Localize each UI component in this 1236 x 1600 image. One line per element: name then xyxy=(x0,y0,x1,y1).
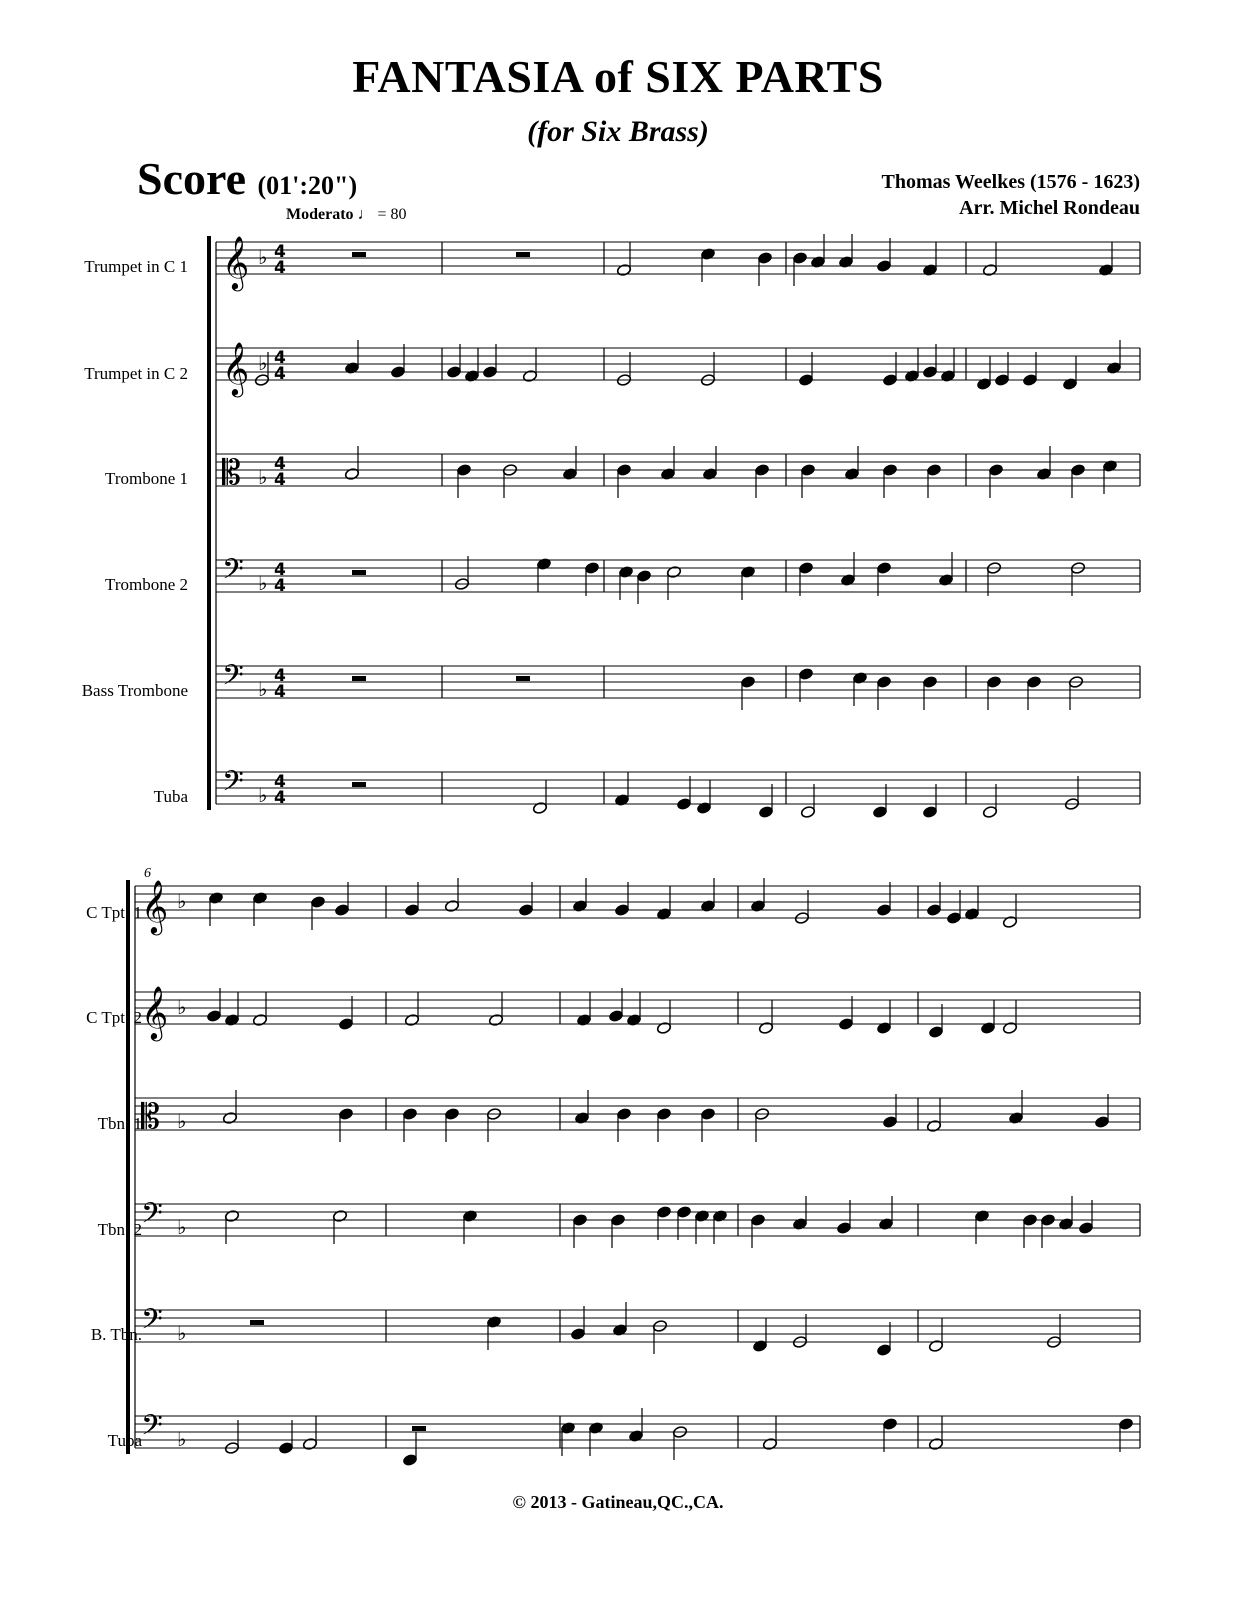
note-head xyxy=(626,1013,641,1026)
note-head xyxy=(928,1437,943,1450)
note-head xyxy=(402,1453,417,1466)
note-head xyxy=(798,373,813,386)
note-head xyxy=(462,1209,477,1222)
note-head xyxy=(922,365,937,378)
note-head xyxy=(562,467,577,480)
note-head xyxy=(904,369,919,382)
note-head xyxy=(522,369,537,382)
note-head xyxy=(876,903,891,916)
note-head xyxy=(810,255,825,268)
note-head xyxy=(616,463,631,476)
treble-clef-icon: 𝄞 xyxy=(141,985,169,1039)
quarter-note-icon: ♩ xyxy=(357,206,374,223)
treble-clef-icon: 𝄞 xyxy=(222,341,250,395)
note-head xyxy=(740,675,755,688)
note-head xyxy=(334,903,349,916)
flat-icon: ♭ xyxy=(177,1109,187,1133)
instrument-label: C Tpt. 1 xyxy=(86,903,142,922)
note-head xyxy=(982,263,997,276)
note-head xyxy=(404,1013,419,1026)
note-head xyxy=(1036,467,1051,480)
note-head xyxy=(656,907,671,920)
note-head xyxy=(536,557,551,570)
note-head xyxy=(928,1025,943,1038)
instrument-label: Trombone 2 xyxy=(105,575,188,594)
measure-number: 6 xyxy=(144,866,151,881)
note-head xyxy=(1102,459,1117,472)
tempo-value: = 80 xyxy=(377,206,407,223)
note-head xyxy=(1058,1217,1073,1230)
note-head xyxy=(844,467,859,480)
note-head xyxy=(628,1429,643,1442)
note-head xyxy=(614,793,629,806)
note-head xyxy=(876,1343,891,1356)
note-head xyxy=(570,1327,585,1340)
note-head xyxy=(876,259,891,272)
whole-rest xyxy=(352,252,366,257)
time-signature: 4 xyxy=(274,772,286,792)
flat-icon: ♭ xyxy=(177,1321,187,1345)
note-head xyxy=(252,891,267,904)
instrument-label: Trombone 1 xyxy=(105,469,188,488)
whole-rest xyxy=(516,252,530,257)
note-head xyxy=(656,1205,671,1218)
treble-clef-icon: 𝄞 xyxy=(222,235,250,289)
bass-clef-icon: 𝄢 xyxy=(222,553,244,593)
flat-icon: ♭ xyxy=(258,677,268,701)
note-head xyxy=(208,891,223,904)
note-head xyxy=(946,911,961,924)
note-head xyxy=(762,1437,777,1450)
instrument-label: Tbn. 2 xyxy=(97,1220,142,1239)
note-head xyxy=(940,369,955,382)
note-head xyxy=(712,1209,727,1222)
note-head xyxy=(338,1107,353,1120)
flat-icon: ♭ xyxy=(258,351,268,375)
note-head xyxy=(1062,377,1077,390)
note-head xyxy=(572,899,587,912)
instrument-label: Trumpet in C 1 xyxy=(84,257,188,276)
note-head xyxy=(616,1107,631,1120)
note-head xyxy=(922,805,937,818)
instrument-label: Tbn. 1 xyxy=(97,1114,142,1133)
note-head xyxy=(974,1209,989,1222)
instrument-label: C Tpt. 2 xyxy=(86,1008,142,1027)
note-head xyxy=(1118,1417,1133,1430)
note-head xyxy=(700,247,715,260)
copyright: © 2013 - Gatineau,QC.,CA. xyxy=(512,1492,724,1512)
note-head xyxy=(1008,1111,1023,1124)
note-head xyxy=(702,467,717,480)
note-head xyxy=(608,1009,623,1022)
instrument-label: Tuba xyxy=(107,1431,142,1450)
time-signature: 4 xyxy=(274,560,286,580)
note-head xyxy=(660,467,675,480)
note-head xyxy=(792,1217,807,1230)
note-head xyxy=(882,1417,897,1430)
note-head xyxy=(612,1323,627,1336)
time-signature: 4 xyxy=(274,348,286,368)
note-head xyxy=(656,1107,671,1120)
note-head xyxy=(922,675,937,688)
time-signature: 4 xyxy=(274,364,286,384)
note-head xyxy=(757,251,772,264)
note-head xyxy=(838,255,853,268)
note-head xyxy=(982,805,997,818)
bass-clef-icon: 𝄢 xyxy=(141,1409,163,1449)
note-head xyxy=(876,675,891,688)
note-head xyxy=(1106,361,1121,374)
note-head xyxy=(758,805,773,818)
instrument-label: B. Tbn. xyxy=(90,1325,142,1344)
note-head xyxy=(792,251,807,264)
note-head xyxy=(838,1017,853,1030)
note-head xyxy=(446,365,461,378)
bass-clef-icon: 𝄢 xyxy=(141,1303,163,1343)
note-head xyxy=(926,903,941,916)
time-signature: 4 xyxy=(274,470,286,490)
note-head xyxy=(1078,1221,1093,1234)
time-signature: 4 xyxy=(274,454,286,474)
note-head xyxy=(1002,915,1017,928)
note-head xyxy=(344,467,359,480)
note-head xyxy=(344,361,359,374)
note-head xyxy=(614,903,629,916)
bass-clef-icon: 𝄢 xyxy=(141,1197,163,1237)
note-head xyxy=(666,565,681,578)
note-head xyxy=(696,801,711,814)
note-head xyxy=(636,569,651,582)
note-head xyxy=(980,1021,995,1034)
note-head xyxy=(878,1217,893,1230)
time-signature: 4 xyxy=(274,788,286,808)
note-head xyxy=(332,1209,347,1222)
note-head xyxy=(1026,675,1041,688)
note-head xyxy=(278,1441,293,1454)
composer: Thomas Weelkes (1576 - 1623) xyxy=(881,171,1140,193)
note-head xyxy=(588,1421,603,1434)
note-head xyxy=(758,1021,773,1034)
whole-rest xyxy=(352,782,366,787)
note-head xyxy=(752,1339,767,1352)
note-head xyxy=(402,1107,417,1120)
note-head xyxy=(532,801,547,814)
note-head xyxy=(1040,1213,1055,1226)
note-head xyxy=(488,1013,503,1026)
note-head xyxy=(694,1209,709,1222)
note-head xyxy=(840,573,855,586)
note-head xyxy=(1070,463,1085,476)
bass-clef-icon: 𝄢 xyxy=(222,659,244,699)
note-head xyxy=(976,377,991,390)
note-head xyxy=(926,463,941,476)
score-subtitle: (for Six Brass) xyxy=(527,115,709,148)
time-signature: 4 xyxy=(274,666,286,686)
note-head xyxy=(836,1221,851,1234)
note-head xyxy=(876,561,891,574)
note-head xyxy=(338,1017,353,1030)
flat-icon: ♭ xyxy=(258,571,268,595)
bass-clef-icon: 𝄢 xyxy=(222,765,244,805)
flat-icon: ♭ xyxy=(177,995,187,1019)
flat-icon: ♭ xyxy=(177,1427,187,1451)
note-head xyxy=(798,561,813,574)
note-head xyxy=(800,463,815,476)
note-head xyxy=(852,671,867,684)
note-head xyxy=(876,1021,891,1034)
note-head xyxy=(206,1009,221,1022)
note-head xyxy=(676,797,691,810)
note-head xyxy=(988,463,1003,476)
whole-rest xyxy=(412,1426,426,1431)
note-head xyxy=(444,899,459,912)
whole-rest xyxy=(250,1320,264,1325)
note-head xyxy=(882,463,897,476)
note-head xyxy=(404,903,419,916)
tempo-text: Moderato xyxy=(286,206,354,223)
note-head xyxy=(464,369,479,382)
note-head xyxy=(656,1021,671,1034)
flat-icon: ♭ xyxy=(258,465,268,489)
note-head xyxy=(740,565,755,578)
note-head xyxy=(616,263,631,276)
note-head xyxy=(986,675,1001,688)
note-head xyxy=(224,1209,239,1222)
note-head xyxy=(750,899,765,912)
score-word: Score xyxy=(137,153,247,204)
flat-icon: ♭ xyxy=(258,783,268,807)
note-head xyxy=(390,365,405,378)
note-head xyxy=(576,1013,591,1026)
note-head xyxy=(1094,1115,1109,1128)
note-head xyxy=(610,1213,625,1226)
note-head xyxy=(518,903,533,916)
flat-icon: ♭ xyxy=(258,245,268,269)
note-head xyxy=(994,373,1009,386)
note-head xyxy=(872,805,887,818)
note-head xyxy=(1098,263,1113,276)
note-head xyxy=(444,1107,459,1120)
time-signature: 4 xyxy=(274,258,286,278)
note-head xyxy=(584,561,599,574)
alto-clef-icon: 𝄡 xyxy=(222,453,241,493)
note-head xyxy=(676,1205,691,1218)
note-head xyxy=(482,365,497,378)
arranger: Arr. Michel Rondeau xyxy=(959,197,1140,219)
note-head xyxy=(882,1115,897,1128)
duration: (01':20") xyxy=(257,171,358,200)
whole-rest xyxy=(352,676,366,681)
note-head xyxy=(574,1111,589,1124)
note-head xyxy=(302,1437,317,1450)
time-signature: 4 xyxy=(274,242,286,262)
treble-clef-icon: 𝄞 xyxy=(141,879,169,933)
note-head xyxy=(938,573,953,586)
note-head xyxy=(572,1213,587,1226)
time-signature: 4 xyxy=(274,682,286,702)
note-head xyxy=(310,895,325,908)
time-signature: 4 xyxy=(274,576,286,596)
note-head xyxy=(800,805,815,818)
note-head xyxy=(798,667,813,680)
note-head xyxy=(750,1213,765,1226)
note-head xyxy=(224,1013,239,1026)
instrument-label: Trumpet in C 2 xyxy=(84,364,188,383)
whole-rest xyxy=(516,676,530,681)
note-head xyxy=(618,565,633,578)
score-title: FANTASIA of SIX PARTS xyxy=(352,51,884,102)
alto-clef-icon: 𝄡 xyxy=(141,1097,160,1137)
note-head xyxy=(456,463,471,476)
note-head xyxy=(928,1339,943,1352)
instrument-label: Tuba xyxy=(153,787,188,806)
flat-icon: ♭ xyxy=(177,889,187,913)
note-head xyxy=(1022,373,1037,386)
note-head xyxy=(964,907,979,920)
instrument-label: Bass Trombone xyxy=(81,681,188,700)
flat-icon: ♭ xyxy=(177,1215,187,1239)
note-head xyxy=(252,1013,267,1026)
note-head xyxy=(486,1315,501,1328)
note-head xyxy=(922,263,937,276)
note-head xyxy=(560,1421,575,1434)
note-head xyxy=(882,373,897,386)
note-head xyxy=(700,899,715,912)
note-head xyxy=(1022,1213,1037,1226)
note-head xyxy=(1002,1021,1017,1034)
note-head xyxy=(754,463,769,476)
note-head xyxy=(222,1111,237,1124)
note-head xyxy=(926,1119,941,1132)
whole-rest xyxy=(352,570,366,575)
note-head xyxy=(700,1107,715,1120)
